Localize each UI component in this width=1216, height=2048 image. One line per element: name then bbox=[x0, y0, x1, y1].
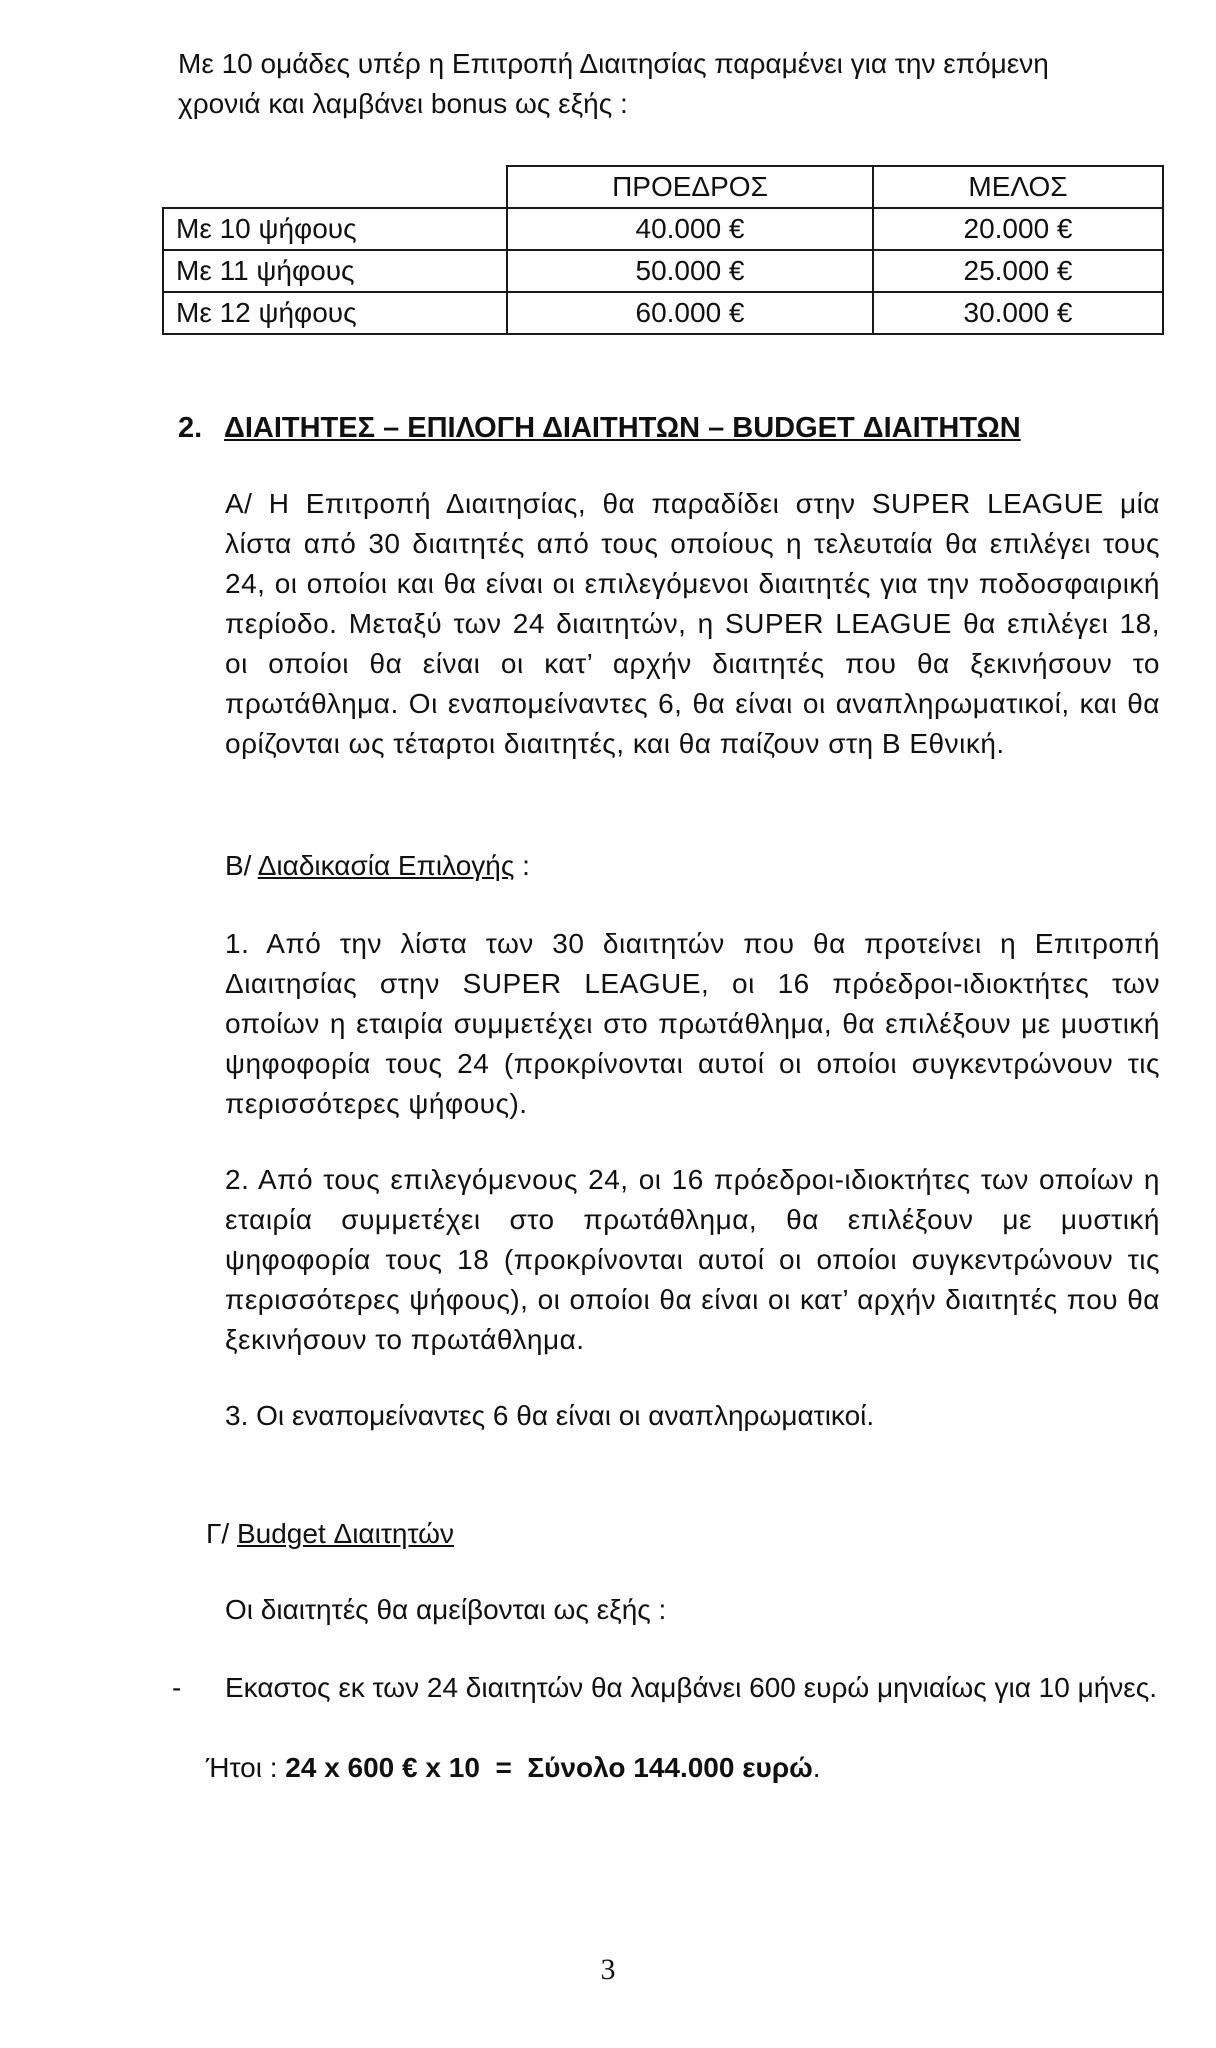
section-heading bbox=[178, 408, 1021, 448]
table-row bbox=[163, 208, 1163, 250]
bonus-table-header-president: ΠΡΟΕΔΡΟΣ bbox=[507, 166, 873, 208]
part-c-intro: Οι διαιτητές θα αμείβονται ως εξής : bbox=[225, 1594, 667, 1625]
table-cell-president: 60.000 € bbox=[507, 292, 873, 334]
total-line bbox=[206, 1748, 821, 1788]
total-formula: 24 x 600 € x 10 = Σύνολο 144.000 ευρώ bbox=[285, 1752, 813, 1783]
bonus-table-header-empty bbox=[163, 166, 507, 208]
table-cell-member: 25.000 € bbox=[873, 250, 1163, 292]
bonus-table bbox=[162, 165, 1164, 335]
table-cell-votes: Με 10 ψήφους bbox=[163, 208, 507, 250]
section-number: 2. bbox=[178, 412, 203, 444]
part-b-suffix: : bbox=[514, 850, 530, 881]
part-b-prefix: Β/ bbox=[225, 850, 252, 881]
bonus-table-header-member: ΜΕΛΟΣ bbox=[873, 166, 1163, 208]
total-suffix: . bbox=[812, 1752, 821, 1783]
bonus-table-header-row bbox=[163, 166, 1163, 208]
part-c-heading bbox=[206, 1514, 454, 1554]
table-cell-president: 40.000 € bbox=[507, 208, 873, 250]
table-cell-member: 30.000 € bbox=[873, 292, 1163, 334]
table-row bbox=[163, 292, 1163, 334]
table-cell-president: 50.000 € bbox=[507, 250, 873, 292]
part-b-item-1: 1. Από την λίστα των 30 διαιτητών που θα προτείνει η Επιτροπή Διαιτησίας στην SUPER LEAGUE, οι 16 πρόεδροι-ιδιοκτήτες των οποίων η εταιρία συμμετέχει στο πρωτάθλημα, θα επιλέξουν με μυστική ψηφοφορία τους 24 (προκρίνονται αυτοί οι οποίοι συγκεντρώνουν τις περισσότερες ψήφους). bbox=[225, 928, 1160, 1119]
intro-paragraph bbox=[178, 44, 1168, 124]
part-a-paragraph: Α/ Η Επιτροπή Διαιτησίας, θα παραδίδει στην SUPER LEAGUE μία λίστα από 30 διαιτητές από τους οποίους η τελευταία θα επιλέγει τους 24, οι οποίοι και θα είναι οι επιλεγόμενοι διαιτητές για την ποδοσφαιρική περίοδο. Μεταξύ των 24 διαιτητών, η SUPER LEAGUE θα επιλέγει 18, οι οποίοι θα είναι οι κατ’ αρχήν διαιτητές που θα ξεκινήσουν το πρωτάθλημα. Οι εναπομείναντες 6, θα είναι οι αναπληρωματικοί, και θα ορίζονται ως τέταρτοι διαιτητές, και θα παίζουν στη Β Εθνική. bbox=[225, 488, 1160, 759]
part-b-heading bbox=[225, 846, 530, 886]
section-title: ΔΙΑΙΤΗΤΕΣ – ΕΠΙΛΟΓΗ ΔΙΑΙΤΗΤΩΝ – BUDGET ΔΙΑΙΤΗΤΩΝ bbox=[224, 412, 1021, 444]
table-row bbox=[163, 250, 1163, 292]
table-cell-votes: Με 11 ψήφους bbox=[163, 250, 507, 292]
total-prefix: Ήτοι : bbox=[206, 1752, 286, 1783]
part-c-bullet-text: Εκαστος εκ των 24 διαιτητών θα λαμβάνει 600 ευρώ μηνιαίως για 10 μήνες. bbox=[225, 1672, 1158, 1703]
part-b-item-3: 3. Οι εναπομείναντες 6 θα είναι οι αναπληρωματικοί. bbox=[225, 1400, 875, 1431]
part-c-label: Budget Διαιτητών bbox=[236, 1518, 454, 1549]
table-cell-member: 20.000 € bbox=[873, 208, 1163, 250]
part-c-prefix: Γ/ bbox=[206, 1518, 230, 1549]
intro-line-1: Με 10 ομάδες υπέρ η Επιτροπή Διαιτησίας παραμένει για την επόμενη bbox=[178, 48, 1049, 79]
part-b-item-2: 2. Από τους επιλεγόμενους 24, οι 16 πρόεδροι-ιδιοκτήτες των οποίων η εταιρία συμμετέχει στο πρωτάθλημα, θα επιλέξουν με μυστική ψηφοφορία τους 18 (προκρίνονται αυτοί οι οποίοι συγκεντρώνουν τις περισσότερες ψήφους), οι οποίοι θα είναι οι κατ’ αρχήν διαιτητές που θα ξεκινήσουν το πρωτάθλημα. bbox=[225, 1164, 1160, 1355]
bullet-dash: - bbox=[172, 1672, 182, 1703]
page-number: 3 bbox=[600, 1953, 616, 1986]
intro-line-2: χρονιά και λαμβάνει bonus ως εξής : bbox=[178, 88, 628, 119]
part-b-label: Διαδικασία Επιλογής bbox=[257, 850, 515, 881]
table-cell-votes: Με 12 ψήφους bbox=[163, 292, 507, 334]
